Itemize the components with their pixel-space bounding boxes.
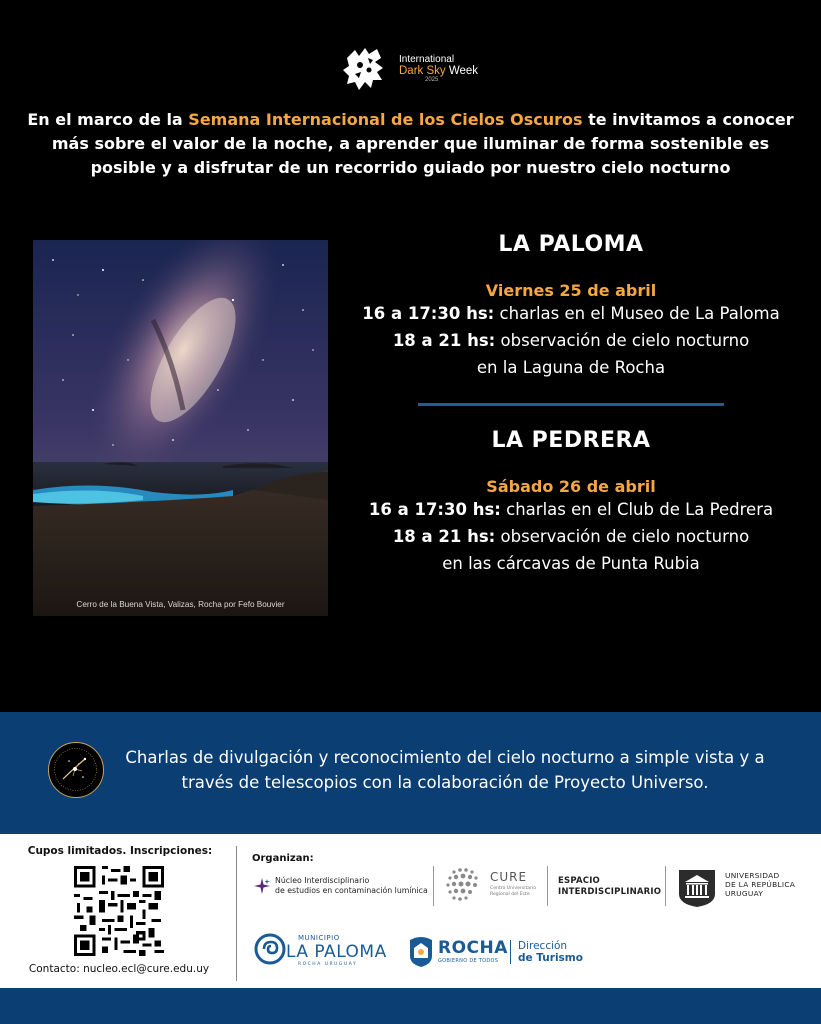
registration-label: Cupos limitados. Inscripciones:: [27, 845, 213, 857]
org-separator-1: [433, 866, 434, 906]
intro-part-1: En el marco de la: [27, 110, 189, 129]
logo-dark-sky: Dark Sky: [399, 65, 446, 78]
logo-line-dark-sky-week: [399, 65, 478, 77]
municipio-label: MUNICIPIO: [298, 934, 340, 942]
event-la-pedrera-desc-1: charlas en el Club de La Pedrera: [500, 500, 774, 519]
cure-name: CURE: [490, 870, 528, 884]
rocha-subtitle: GOBIERNO DE TODOS: [438, 958, 499, 964]
nucleo-line-1: Núcleo Interdisciplinario: [275, 876, 370, 885]
contact-email: Contacto: nucleo.ecl@cure.edu.uy: [28, 963, 210, 975]
udelar-line-1: UNIVERSIDAD: [725, 871, 780, 880]
intro-part-2: te invitamos a conocer más sobre el valor de la noche, a aprender que iluminar de forma sostenible es posible y a disfrutar de un recorrido guiado por nuestro cielo nocturno: [51, 110, 794, 177]
event-la-paloma-line-3: en la Laguna de Rocha: [476, 358, 666, 377]
milky-way-photo: [33, 240, 328, 616]
intro-paragraph: [20, 108, 801, 180]
event-town-la-paloma: LA PALOMA: [498, 232, 644, 257]
sparkle-star-icon: [253, 877, 271, 895]
event-la-pedrera-desc-2: observación de cielo nocturno: [495, 527, 750, 546]
dark-sky-animals-logo-icon: [335, 40, 393, 98]
logo-week: Week: [445, 65, 479, 78]
municipio-subtitle: ROCHA URUGUAY: [298, 962, 358, 967]
event-la-paloma-desc-1: charlas en el Museo de La Paloma: [494, 304, 780, 323]
organizers-label: Organizan:: [252, 853, 314, 864]
rocha-shield-icon: [408, 934, 434, 968]
udelar-line-2: DE LA REPÚBLICA: [725, 880, 796, 889]
cure-subtitle: Centro Universitario Regional del Este: [490, 886, 537, 897]
cure-dots-icon: [444, 866, 488, 908]
spiral-wave-icon: [254, 932, 286, 966]
direccion-line-2: de Turismo: [518, 952, 583, 964]
intro-highlight: Semana Internacional de los Cielos Oscuros: [188, 110, 583, 129]
rocha-divider: [510, 940, 511, 964]
org-nucleo-logo: [253, 876, 433, 896]
org-separator-3: [665, 866, 666, 906]
events-section: [335, 228, 807, 577]
event-la-pedrera-line-2: [335, 523, 807, 550]
event-date-la-pedrera: Sábado 26 de abril: [486, 477, 656, 496]
event-la-paloma-desc-2: observación de cielo nocturno: [495, 331, 750, 350]
direccion-line-1: Dirección: [518, 940, 568, 952]
logo-year: 2025: [425, 77, 439, 84]
qr-code-icon: [74, 866, 164, 956]
night-sky-beach-image: [33, 240, 328, 616]
org-municipio-la-paloma-logo: [254, 932, 394, 970]
footer-strip: [0, 988, 821, 1024]
udelar-building-icon: [677, 866, 717, 908]
org-rocha-turismo-logo: [408, 934, 588, 970]
event-la-pedrera-time-2: 18 a 21 hs:: [392, 527, 496, 546]
event-separator: [418, 403, 724, 406]
event-la-pedrera-line-3: en las cárcavas de Punta Rubia: [442, 554, 700, 573]
event-town-la-pedrera: LA PEDRERA: [491, 428, 651, 453]
espacio-line-2: INTERDISCIPLINARIO: [558, 887, 662, 897]
nucleo-line-2: de estudios en contaminación lumínica: [275, 886, 428, 895]
udelar-line-3: URUGUAY: [725, 889, 764, 898]
espacio-line-1: ESPACIO: [558, 876, 600, 886]
rocha-name: ROCHA: [438, 938, 508, 958]
org-cure-logo: [444, 866, 537, 908]
event-date-la-paloma: Viernes 25 de abril: [485, 281, 657, 300]
footer-divider: [236, 846, 237, 981]
registration-qr-code[interactable]: [74, 866, 164, 956]
proyecto-universo-badge-icon: [48, 742, 104, 798]
org-udelar-logo: [677, 866, 807, 908]
event-la-paloma-time-2: 18 a 21 hs:: [392, 331, 496, 350]
dark-sky-week-logo: [335, 40, 495, 98]
collaboration-text: Charlas de divulgación y reconocimiento del cielo nocturno a simple vista y a través de telescopios con la colaboración de Proyecto Universo.: [125, 748, 765, 792]
event-la-paloma-time-1: 16 a 17:30 hs:: [362, 304, 495, 323]
org-separator-2: [547, 866, 548, 906]
org-espacio-interdisciplinario: [558, 876, 661, 898]
municipio-name: LA PALOMA: [286, 942, 387, 962]
photo-caption: Cerro de la Buena Vista, Valizas, Rocha por Fefo Bouvier: [76, 600, 285, 609]
event-la-pedrera-line-1: [335, 496, 807, 523]
event-la-pedrera-time-1: 16 a 17:30 hs:: [368, 500, 501, 519]
event-la-paloma-line-2: [335, 327, 807, 354]
event-la-paloma-line-1: [335, 300, 807, 327]
logo-line-international: International: [399, 53, 455, 65]
